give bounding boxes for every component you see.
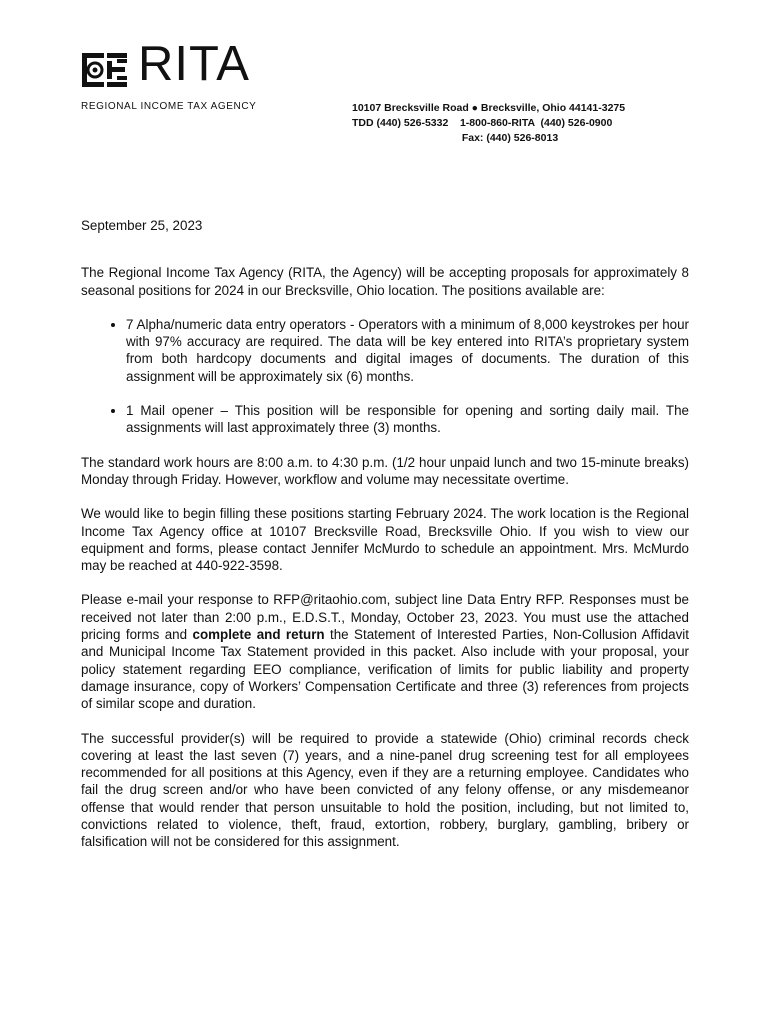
positions-list — [81, 316, 689, 437]
intro-paragraph: The Regional Income Tax Agency (RITA, the Agency) will be accepting proposals for approximately 8 seasonal positions for 2024 in our Brecksville, Ohio location. The positions available are: — [81, 265, 689, 298]
response-text-2: the Statement of Interested Parties, Non-Collusion Affidavit and Municipal Income Tax Statement provided in this packet. Also include with your proposal, your policy statement regarding EEO compliance, verification of limits for public liability and property damage insurance, copy of Workers’ Compensation Certificate and three (3) references from projects of similar scope and duration. — [81, 627, 689, 712]
work-hours-paragraph: The standard work hours are 8:00 a.m. to 4:30 p.m. (1/2 hour unpaid lunch and two 15-minute breaks) Monday through Friday. However, workflow and volume may necessitate overtime. — [81, 454, 689, 487]
rita-logo-mark-icon — [80, 50, 130, 90]
response-instructions-paragraph — [81, 591, 689, 712]
list-item: • 7 Alpha/numeric data entry operators - Operators with a minimum of 8,000 keystrokes per hour with 97% accuracy are required. The data will be key entered into RITA’s proprietary system from both hardcopy documents and digital images of documents. The duration of this assignment will be approximately six (6) months. — [126, 316, 689, 385]
start-date-paragraph: We would like to begin filling these positions starting February 2024. The work location is the Regional Income Tax Agency office at 10107 Brecksville Road, Brecksville Ohio. If you wish to view our equipment and forms, please contact Jennifer McMurdo to schedule an appointment. Mrs. McMurdo may be reached at 440-922-3598. — [81, 506, 689, 574]
response-text-1: Please e-mail your response to RFP@ritaohio.com, subject line Data Entry RFP. Responses must be received not later than 2:00 p.m., E.D.S.T., Monday, October 23, 2023. You must use the attached pricing forms and — [81, 592, 689, 643]
phone-numbers: TDD (440) 526-5332 1-800-860-RITA (440) 526-0900 — [352, 117, 613, 129]
logo-wordmark: RITA — [138, 37, 250, 91]
rita-logo — [80, 37, 280, 118]
fax-number: Fax: (440) 526-8013 — [461, 132, 559, 144]
background-check-paragraph: The successful provider(s) will be required to provide a statewide (Ohio) criminal records check covering at least the last seven (7) years, and a nine-panel drug screening test for all employees recommended for all positions at this Agency, even if they are a returning employee. Candidates who fail the drug screen and/or who have been convicted of any felony offense, or any misdemeanor offense that would render that person unsuitable to hold the position, including, but not limited to, convictions related to violence, theft, fraud, extortion, robbery, burglary, gambling, bribery or falsification will not be considered for this assignment. — [81, 730, 689, 850]
list-item: • 1 Mail opener – This position will be responsible for opening and sorting daily mail. The assignments will last approximately three (3) months. — [126, 402, 689, 437]
letter-date: September 25, 2023 — [81, 218, 203, 233]
response-emphasis: complete and return — [192, 627, 325, 643]
street-address: 10107 Brecksville Road ● Brecksville, Ohio 44141-3275 — [352, 102, 626, 114]
logo-subtitle: REGIONAL INCOME TAX AGENCY — [81, 101, 257, 112]
letter-body — [81, 217, 689, 868]
agency-address-block — [352, 101, 682, 146]
